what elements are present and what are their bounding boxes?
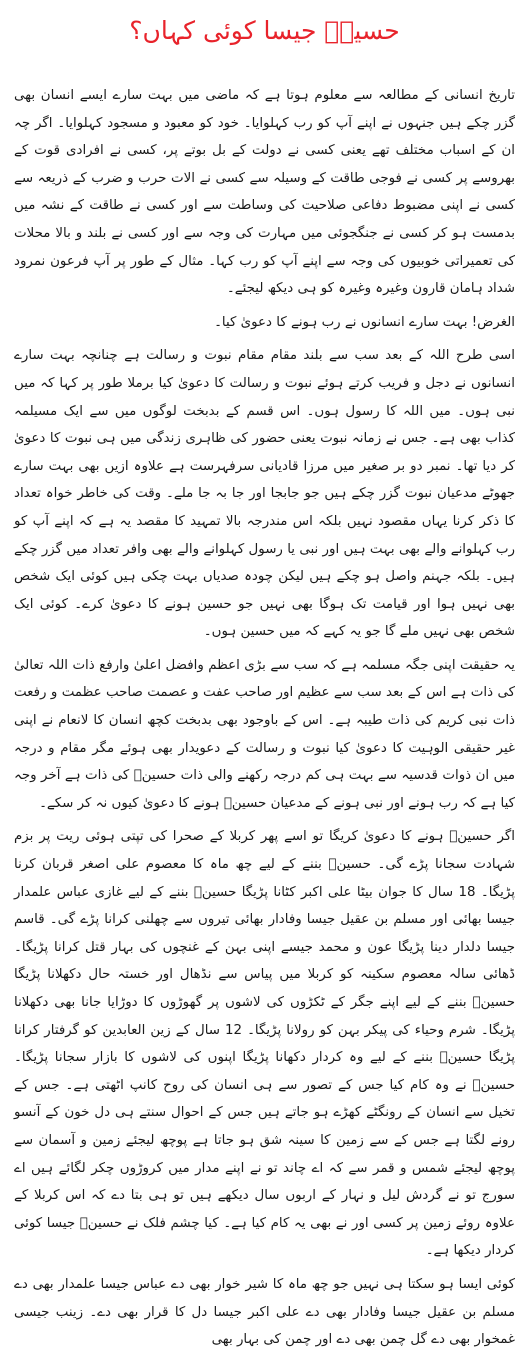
article-paragraph: الغرض! بہت سارے انسانوں نے رب ہونے کا دعویٰ کیا۔ — [214, 314, 515, 330]
article-paragraph: تاریخ انسانی کے مطالعہ سے معلوم ہوتا ہے کہ ماضی میں بہت سارے ایسے انسان بھی گزر چکے ہیں جنہوں نے اپنے آپ کو رب کہلوایا۔ خود کو معبود و مسجود کہلوایا۔ اگر چہ ان کے اسباب مختلف تھے یعنی کسی نے دولت کے بل بوتے پر، کسی نے افرادی قوت کے بھروسے پر کسی نے فوجی طاقت کے وسیلہ سے کسی نے الات حرب و ضرب کے ذریعہ سے کسی نے اپنی مضبوط دفاعی صلاحیت کی وساطت سے اور کسی نے طاقت کے نشہ میں بدمست ہو کر کسی نے جنگجوئی میں مہارت کی وجہ سے اور کسی نے بلند و بالا محلات کی تعمیراتی خوبیوں کی وجہ سے اپنے آپ کو رب کہا۔ مثال کے طور پر آپ فرعون نمرود شداد ہامان قارون وغیرہ وغیرہ کو ہی دیکھ لیجئے۔ — [14, 88, 515, 297]
article-paragraph: اگر حسینؑ ہونے کا دعویٰ کریگا تو اسے پھر کربلا کے صحرا کی تپتی ہوئی ریت پر بزم شہادت سجانا پڑے گی۔ حسینؑ بننے کے لیے چھ ماہ کا معصوم علی اصغر قربان کرنا پڑیگا۔ 18 سال کا جوان بیٹا علی اکبر کٹانا پڑیگا حسینؑ بننے کے لیے غازی عباس علمدار جیسا بھائی اور مسلم بن عقیل جیسا وفادار بھائی تیروں سے چھلنی کرانا پڑے گی۔ قاسم جیسا دلدار دینا پڑیگا عون و محمد جیسے اپنی بہن کے غنچوں کی بہار قتل کرانا پڑیگا۔ ڈھائی سالہ معصوم سکینہ کو کربلا میں پیاس سے نڈھال اور خستہ حال دکھلانا پڑیگا حسینؑ بننے کے لیے اپنے جگر کے ٹکڑوں کی لاشوں پر گھوڑوں کا دوڑایا جانا بھی دکھلانا پڑیگا۔ شرم وحیاء کی پیکر بہن کو رولانا پڑیگا۔ 12 سال کے زین العابدین کو گرفتار کرانا پڑیگا حسینؑ بننے کے لیے وہ کردار دکھانا پڑیگا اپنوں کی لاشوں کا بازار سجانا پڑیگا۔ حسینؑ نے وہ کام کیا جس کے تصور سے ہی انسان کی روح کانپ اٹھتی ہے۔ جس کے تخیل سے انسان کے رونگٹے کھڑے ہو جاتے ہیں جس کے احوال سنتے ہی دل خون کے آنسو رونے لگتا ہے جس کے سے زمین کا سینہ شق ہو جاتا ہے پوچھ لیجئے زمین و آسمان سے پوچھ لیجئے شمس و قمر سے کہ اے چاند تو نے اپنے مدار میں کروڑوں چکر لگائے ہیں اے سورج تو نے گردش لیل و نہار کے اربوں سال دیکھے ہیں تو ہی بتا دے کہ اس کربلا کے علاوہ روئے زمین پر کسی اور نے بھی یہ کام کیا ہے۔ کیا چشم فلک نے حسینؑ جیسا کوئی کردار دیکھا ہے۔ — [14, 829, 516, 1259]
article-paragraph: اسی طرح اللہ کے بعد سب سے بلند مقام مقام نبوت و رسالت ہے چنانچہ بہت سارے انسانوں نے دجل و فریب کرتے ہوئے نبوت و رسالت کا دعویٰ کیا برملا طور پر کہا کہ میں نبی ہوں۔ میں اللہ کا رسول ہوں۔ اس قسم کے بدبخت لوگوں میں سے ایک مسیلمہ کذاب بھی ہے۔ جس نے زمانہ نبوت یعنی حضور کی ظاہری زندگی میں ہی نبوت کا دعویٰ کر دیا تھا۔ نمبر دو بر صغیر میں مرزا قادیانی سرفہرست ہے علاوہ ازیں بھی بہت سارے جھوٹے مدعیان نبوت گزر چکے ہیں جو جابجا اور جا بہ جا ملے۔ وقت کی خاطر خواہ تعداد کا ذکر کرنا یہاں مقصود نہیں بلکہ اس مندرجہ بالا تمہید کا مقصد یہ ہے کہ اپنے آپ کو رب کہلوانے والے بھی بہت ہیں اور نبی یا رسول کہلوانے والے بھی وافر تعداد میں گزر چکے ہیں۔ بلکہ جہنم واصل ہو چکے ہیں لیکن چودہ صدیاں بہت چکی ہیں کوئی ایک شخص بھی نہیں ہوا اور قیامت تک ہوگا بھی نہیں جو حسین ہونے کا دعویٰ کرے۔ کوئی ایک شخص بھی نہیں ملے گا جو یہ کہے کہ میں حسین ہوں۔ — [14, 348, 515, 640]
article-body — [14, 82, 515, 1360]
article-paragraph: یہ حقیقت اپنی جگہ مسلمہ ہے کہ سب سے بڑی اعظم وافضل اعلیٰ وارفع ذات اللہ تعالیٰ کی ذات ہے اس کے بعد سب سے عظیم اور صاحب عفت و عصمت صاحب عظمت و رفعت ذات نبی کریم کی ذات طیبہ ہے۔ اس کے باوجود بھی بدبخت کچھ انسان کا لانعام نے اپنی غیر حقیقی الوہیت کا دعویٰ کیا نبوت و رسالت کے دعویدار بھی ہوئے مگر مقام و درجہ میں ان ذوات قدسیہ سے بہت ہی کم درجہ رکھنے والی ذات حسینؑ کی ذات ہے آخر وجہ کیا ہے کہ رب ہونے اور نبی ہونے کے مدعیان حسینؑ ہونے کا دعویٰ کیوں نہ کر سکے۔ — [14, 657, 515, 811]
article-paragraph: کوئی ایسا ہو سکتا ہی نہیں جو چھ ماہ کا شیر خوار بھی دے عباس جیسا علمدار بھی دے مسلم بن عقیل جیسا وفادار بھی دے علی اکبر جیسا دل کا قرار بھی دے۔ زینب جیسی غمخوار بھی دے گل چمن بھی دے اور چمن کی بہار بھی — [14, 1276, 515, 1348]
article-title: حسینؑ جیسا کوئی کہاں؟ — [129, 16, 400, 45]
